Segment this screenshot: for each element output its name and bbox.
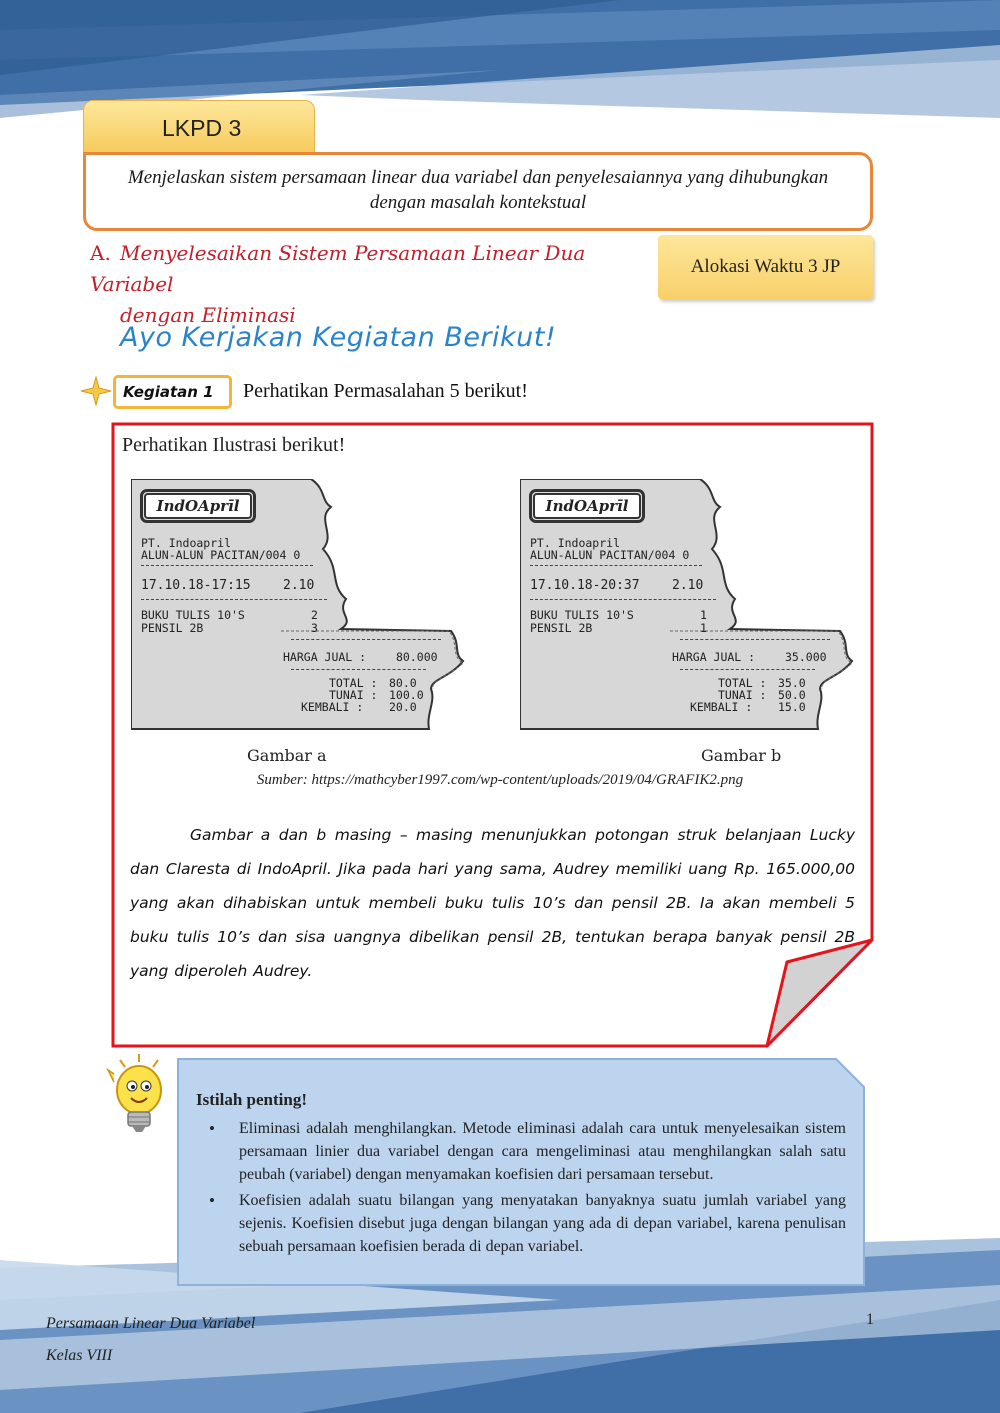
receipt-b-divider	[530, 565, 702, 566]
image-source: Sumber: https://mathcyber1997.com/wp-content/uploads/2019/04/GRAFIK2.png	[256, 772, 744, 788]
receipt-b-register: 2.10	[672, 578, 704, 593]
list-item: • Eliminasi adalah menghilangkan. Metode eliminasi adalah cara untuk menyelesaikan sistem persamaan linier dua variabel dengan cara mengeliminasi atau menghilangkan salah satu peubah (variabel) dengan menyamakan koefisien dari persamaan tersebut.	[206, 1117, 846, 1186]
receipt-a-register: 2.10	[283, 578, 315, 593]
lkpd-title: LKPD 3	[162, 115, 242, 141]
receipt-a-harga-label: HARGA JUAL :	[283, 650, 367, 664]
problem-story-text: Gambar a dan b masing – masing menunjukkan potongan struk belanjaan Lucky dan Claresta di IndoApril. Jika pada hari yang sama, Audrey memiliki uang Rp. 165.000,00 yang akan dihabiskan untuk membeli buku tulis 10’s dan pensil 2B. Ia akan membeli 5 buku tulis 10’s dan sisa uangnya dibelikan pensil 2B, tentukan berapa banyak pensil 2B yang diperoleh Audrey.	[130, 826, 855, 980]
illustration-intro: Perhatikan Ilustrasi berikut!	[122, 434, 346, 456]
objective-text: Menjelaskan sistem persamaan linear dua variabel dan penyelesaiannya yang dihubungkan dengan masalah kontekstual	[127, 167, 829, 213]
lightbulb-icon	[106, 1052, 172, 1142]
receipt-b-total-label: TOTAL :	[718, 676, 767, 690]
receipt-b-kembali-label: KEMBALI :	[690, 700, 753, 714]
receipt-a-address: ALUN-ALUN PACITAN/004 0	[141, 548, 301, 562]
section-title-line1: Menyelesaikan Sistem Persamaan Linear Dua Variabel	[90, 241, 586, 296]
receipt-b-tunai-label: TUNAI :	[718, 688, 767, 702]
receipt-a-kembali: 20.0	[389, 700, 417, 714]
receipt-a-logo: IndOAprīl	[140, 489, 256, 523]
kegiatan-instruction: Perhatikan Permasalahan 5 berikut!	[243, 380, 528, 402]
receipt-a-divider	[141, 599, 327, 600]
receipt-b-datetime: 17.10.18-20:37	[530, 578, 640, 593]
receipt-b-divider	[680, 639, 830, 640]
kegiatan-badge: Kegiatan 1	[113, 375, 232, 409]
receipt-b-qty1: 1	[700, 608, 707, 622]
problem-story	[130, 818, 855, 988]
caption-gambar-a: Gambar a	[247, 746, 327, 765]
receipt-b-divider	[530, 599, 716, 600]
receipt-b-kembali: 15.0	[778, 700, 806, 714]
lkpd-tab	[83, 100, 315, 156]
ayo-heading: Ayo Kerjakan Kegiatan Berikut!	[120, 322, 557, 353]
receipt-a-company: PT. Indoapril	[141, 536, 232, 550]
receipt-b-address: ALUN-ALUN PACITAN/004 0	[530, 548, 690, 562]
receipt-b-divider	[680, 669, 815, 670]
receipt-a-divider	[291, 669, 426, 670]
receipt-b-item2: PENSIL 2B	[530, 621, 593, 635]
receipt-b-total: 35.0	[778, 676, 806, 690]
receipt-b-harga-label: HARGA JUAL :	[672, 650, 756, 664]
section-title-line2: dengan Eliminasi	[120, 303, 296, 327]
receipt-b-tunai: 50.0	[778, 688, 806, 702]
receipt-b-company: PT. Indoapril	[530, 536, 621, 550]
receipt-a-tunai: 100.0	[389, 688, 424, 702]
receipt-a-tunai-label: TUNAI :	[329, 688, 378, 702]
receipt-b-logo: IndOAprīl	[529, 489, 645, 523]
page-number: 1	[866, 1311, 874, 1328]
footer-subject: Persamaan Linear Dua Variabel	[46, 1315, 256, 1332]
footer-grade: Kelas VIII	[46, 1347, 113, 1364]
receipt-a-qty2: 3	[311, 621, 318, 635]
objective-box	[83, 152, 873, 231]
receipt-b-harga: 35.000	[785, 650, 827, 664]
istilah-list	[206, 1117, 846, 1258]
receipt-a-datetime: 17.10.18-17:15	[141, 578, 251, 593]
receipt-a-item2: PENSIL 2B	[141, 621, 204, 635]
receipt-a-total: 80.0	[389, 676, 417, 690]
receipt-b	[520, 479, 860, 729]
list-item: • Koefisien adalah suatu bilangan yang menyatakan banyaknya suatu jumlah variabel yang sejenis. Koefisien disebut juga dengan bilangan yang ada di depan variabel, karena penulisan sebuah persamaan koefisien berada di depan variabel.	[206, 1189, 846, 1258]
section-letter: A.	[90, 241, 111, 265]
istilah-title: Istilah penting!	[196, 1090, 307, 1109]
receipt-a-total-label: TOTAL :	[329, 676, 378, 690]
receipt-a	[131, 479, 471, 729]
receipt-a-divider	[141, 565, 313, 566]
section-title	[90, 238, 650, 331]
receipt-b-item1: BUKU TULIS 10'S	[530, 608, 634, 622]
receipt-a-item1: BUKU TULIS 10'S	[141, 608, 245, 622]
receipt-b-qty2: 1	[700, 621, 707, 635]
time-allocation-box	[658, 235, 873, 299]
caption-gambar-b: Gambar b	[701, 746, 782, 765]
sparkle-icon	[80, 376, 112, 406]
time-allocation-text: Alokasi Waktu 3 JP	[690, 256, 841, 277]
receipt-a-kembali-label: KEMBALI :	[301, 700, 364, 714]
receipt-a-divider	[291, 639, 441, 640]
receipt-a-qty1: 2	[311, 608, 318, 622]
receipt-a-harga: 80.000	[396, 650, 438, 664]
